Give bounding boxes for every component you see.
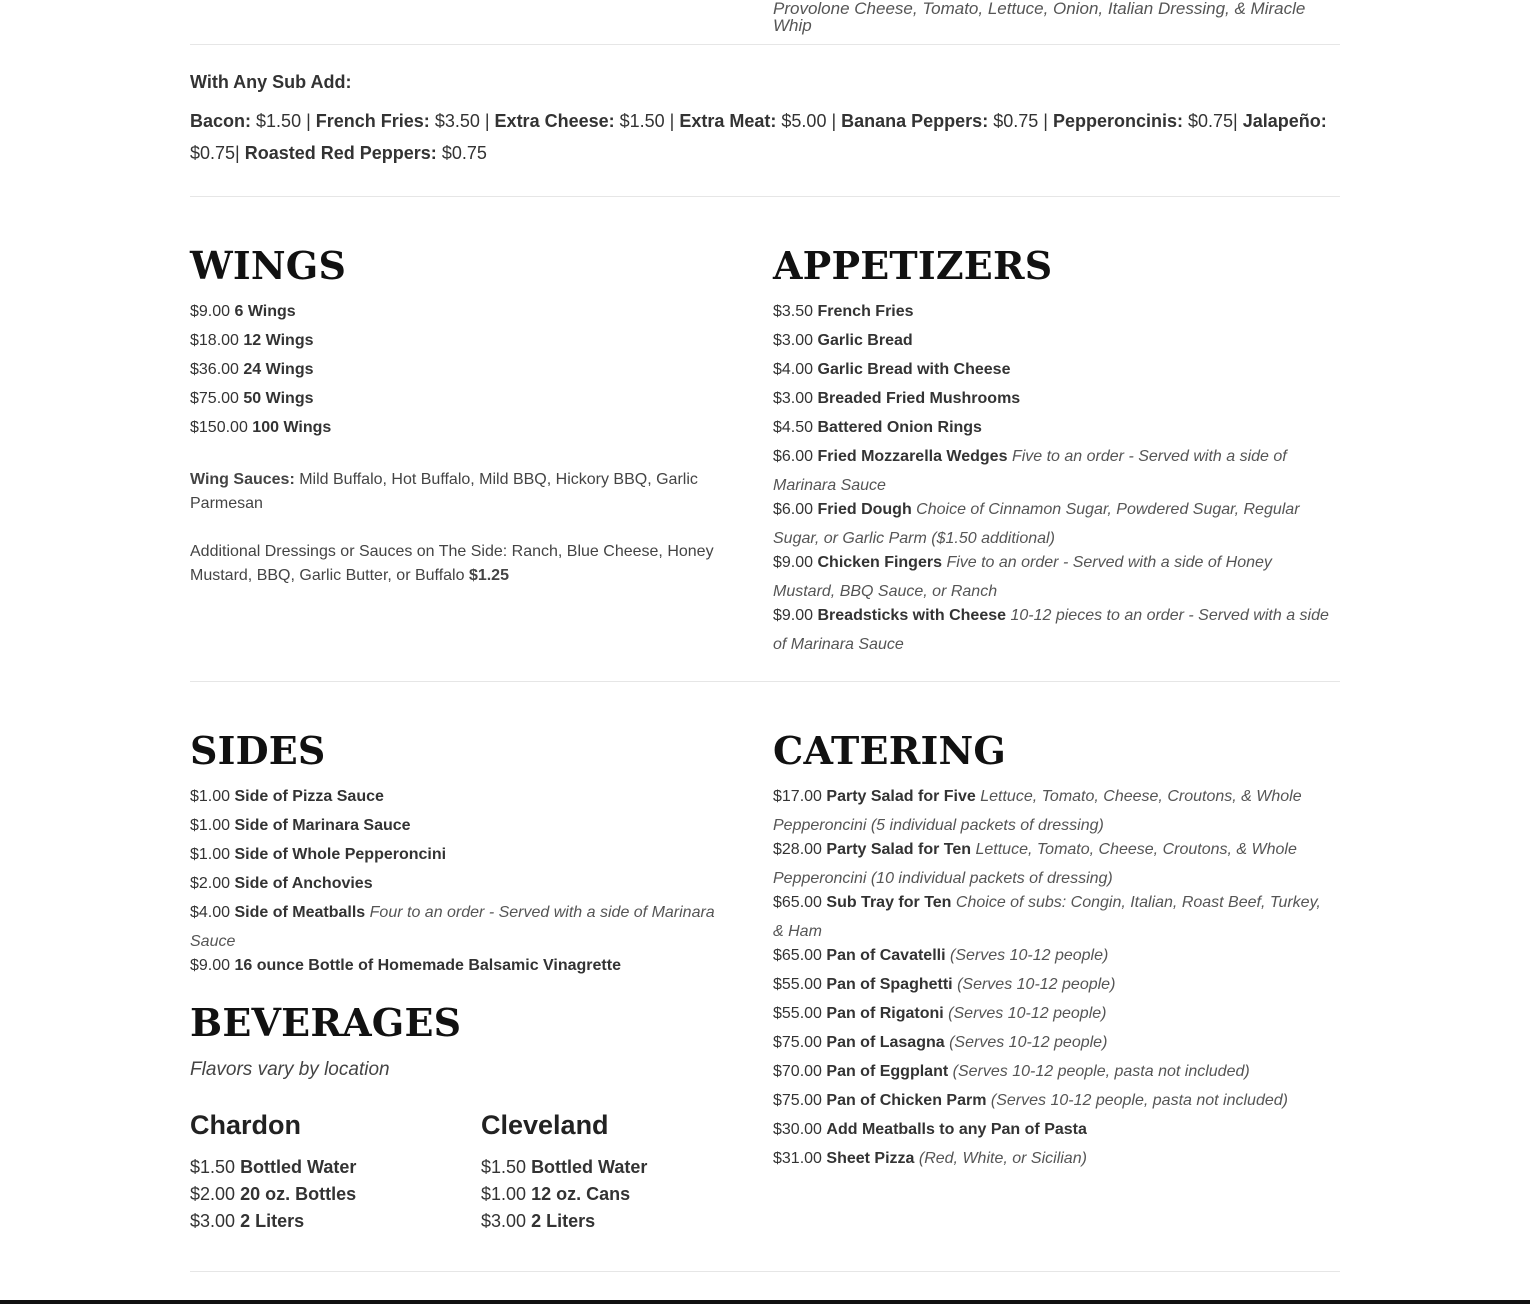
list-item: $6.00 Fried Mozzarella Wedges Five to an order - Served with a side of Marinara Sauce [773, 448, 1287, 494]
list-item: $4.00 Side of Meatballs Four to an order - Served with a side of Marinara Sauce [190, 904, 715, 950]
list-item: $3.50 French Fries [773, 303, 914, 320]
bottom-bar [0, 1300, 1530, 1304]
wings-title: WINGS [190, 243, 347, 288]
list-item: $3.00 Breaded Fried Mushrooms [773, 390, 1021, 407]
appetizers-list [773, 297, 1333, 659]
list-item: $55.00 Pan of Spaghetti (Serves 10-12 people) [773, 976, 1116, 993]
list-item: $9.00 16 ounce Bottle of Homemade Balsamic Vinagrette [190, 957, 621, 974]
sides-list [190, 782, 738, 980]
list-item: $4.50 Battered Onion Rings [773, 419, 982, 436]
location-chardon: Chardon [190, 1110, 301, 1140]
list-item: $150.00 100 Wings [190, 419, 332, 436]
appetizers-title: APPETIZERS [773, 243, 1053, 288]
list-item: $1.00 Side of Pizza Sauce [190, 788, 384, 805]
list-item: $28.00 Party Salad for Ten Lettuce, Tomato, Cheese, Croutons, & Whole Pepperoncini (10 individual packets of dressing) [773, 841, 1297, 887]
sides-title: SIDES [190, 728, 326, 773]
list-item: $1.00 Side of Whole Pepperoncini [190, 846, 447, 863]
list-item: $75.00 Pan of Lasagna (Serves 10-12 people) [773, 1034, 1108, 1051]
list-item: $75.00 Pan of Chicken Parm (Serves 10-12 people, pasta not included) [773, 1092, 1288, 1109]
list-item: $65.00 Sub Tray for Ten Choice of subs: Congin, Italian, Roast Beef, Turkey, & Ham [773, 894, 1321, 940]
divider [190, 1271, 1340, 1272]
list-item: $9.00 6 Wings [190, 303, 296, 320]
list-item: $30.00 Add Meatballs to any Pan of Pasta [773, 1121, 1087, 1138]
wing-sauces: Wing Sauces: Mild Buffalo, Hot Buffalo, Mild BBQ, Hickory BBQ, Garlic Parmesan [190, 471, 698, 512]
list-item: $2.00 Side of Anchovies [190, 875, 373, 892]
list-item: $3.00 2 Liters [481, 1211, 596, 1231]
list-item: $9.00 Chicken Fingers Five to an order - Served with a side of Honey Mustard, BBQ Sauce, or Ranch [773, 554, 1272, 600]
list-item: $75.00 50 Wings [190, 390, 314, 407]
list-item: $3.00 Garlic Bread [773, 332, 913, 349]
addon-item: Roasted Red Peppers: $0.75 [244, 143, 487, 163]
list-item: $31.00 Sheet Pizza (Red, White, or Sicilian) [773, 1150, 1087, 1167]
addon-item: Pepperoncinis: $0.75 [1052, 111, 1234, 131]
list-item: $65.00 Pan of Cavatelli (Serves 10-12 people) [773, 947, 1109, 964]
list-item: $36.00 24 Wings [190, 361, 314, 378]
list-item: $17.00 Party Salad for Five Lettuce, Tomato, Cheese, Croutons, & Whole Pepperoncini (5 individual packets of dressing) [773, 788, 1302, 834]
list-item: $70.00 Pan of Eggplant (Serves 10-12 people, pasta not included) [773, 1063, 1250, 1080]
list-item: $1.50 Bottled Water [481, 1157, 648, 1177]
additional-dressings: Additional Dressings or Sauces on The Side: Ranch, Blue Cheese, Honey Mustard, BBQ, Garlic Butter, or Buffalo $1.25 [190, 543, 714, 584]
addon-item: Extra Cheese: $1.50 [494, 111, 665, 131]
list-item: $4.00 Garlic Bread with Cheese [773, 361, 1011, 378]
sub-description: Provolone Cheese, Tomato, Lettuce, Onion, Italian Dressing, & Miracle Whip [773, 0, 1306, 35]
list-item: $6.00 Fried Dough Choice of Cinnamon Sugar, Powdered Sugar, Regular Sugar, or Garlic Parm ($1.50 additional) [773, 501, 1300, 547]
list-item: $1.00 Side of Marinara Sauce [190, 817, 411, 834]
addons-list: Bacon: $1.50 | French Fries: $3.50 | Extra Cheese: $1.50 | Extra Meat: $5.00 | Banana Peppers: $0.75 | Pepperoncinis: $0.75| Jalapeño: $0.75| Roasted Red Peppers: $0.75 [190, 111, 1327, 163]
list-item: $3.00 2 Liters [190, 1211, 305, 1231]
addon-item: Extra Meat: $5.00 [679, 111, 827, 131]
list-item: $1.50 Bottled Water [190, 1157, 357, 1177]
addon-item: Bacon: $1.50 [190, 111, 302, 131]
divider [190, 196, 1340, 197]
divider [190, 44, 1340, 45]
list-item: $1.00 12 oz. Cans [481, 1184, 631, 1204]
list-item: $2.00 20 oz. Bottles [190, 1184, 357, 1204]
beverages-title: BEVERAGES [190, 1000, 462, 1045]
wings-list [190, 297, 735, 442]
chardon-beverages [190, 1154, 356, 1235]
list-item: $55.00 Pan of Rigatoni (Serves 10-12 people) [773, 1005, 1107, 1022]
addons-heading: With Any Sub Add: [190, 72, 352, 92]
beverages-note: Flavors vary by location [190, 1059, 390, 1080]
addon-item: Jalapeño: $0.75 [190, 111, 1327, 163]
catering-title: CATERING [773, 728, 1007, 773]
cleveland-beverages [481, 1154, 647, 1235]
list-item: $18.00 12 Wings [190, 332, 314, 349]
addon-item: French Fries: $3.50 [315, 111, 480, 131]
list-item: $9.00 Breadsticks with Cheese 10-12 pieces to an order - Served with a side of Marinara Sauce [773, 607, 1329, 653]
divider [190, 681, 1340, 682]
location-cleveland: Cleveland [481, 1110, 609, 1140]
catering-list [773, 782, 1333, 1173]
addon-item: Banana Peppers: $0.75 [841, 111, 1039, 131]
